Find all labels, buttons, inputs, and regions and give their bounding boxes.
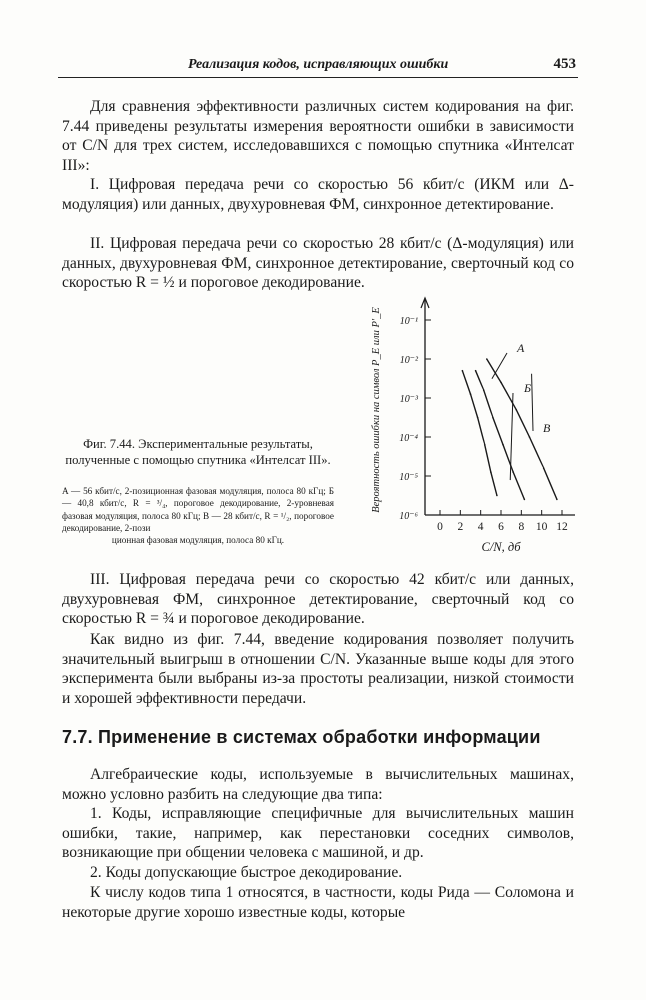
y-axis-label: Вероятность ошибки на символ P_E или P'_E: [371, 307, 382, 513]
x-axis-label: C/N, дб: [481, 540, 521, 554]
x-tick-label: 10: [535, 521, 548, 533]
series-label-B: B: [543, 421, 551, 435]
series-point-B: [484, 444, 486, 446]
paragraph-item-3: III. Цифровая передача речи со скоростью 42 кбит/с или данных, двухуровневая ФМ, синхронное детектирование, сверточный код со скоростью R = ¾ и пороговое декодирование.: [62, 571, 574, 628]
section-heading: 7.7. Применение в системах обработки информации: [62, 727, 541, 747]
series-point-Б: [475, 370, 477, 372]
x-tick-label: 2: [457, 521, 464, 533]
y-tick-label: 10⁻⁵: [399, 472, 418, 483]
series-point-B: [496, 495, 498, 497]
paragraph-section-4: К числу кодов типа 1 относятся, в частности, коды Рида — Соломона и некоторые другие хорошо известные коды, которые: [62, 884, 574, 921]
series-point-Б: [524, 499, 526, 501]
x-tick-label: 6: [498, 521, 504, 533]
series-point-Б: [512, 471, 514, 473]
figure-legend: [62, 485, 334, 546]
x-tick-label: 8: [518, 521, 525, 533]
series-point-A: [500, 382, 502, 384]
series-label-A: A: [517, 341, 525, 355]
series-point-B: [462, 370, 464, 372]
series-point-A: [543, 467, 545, 469]
paragraph-section-1: Алгебраические коды, используемые в вычислительных машинах, можно условно разбить на следующие два типа:: [62, 766, 574, 803]
x-tick-label: 4: [477, 521, 484, 533]
paragraph-intro: Для сравнения эффективности различных систем кодирования на фиг. 7.44 приведены результаты измерения вероятности ошибки в зависимости от C/N для трех систем, исследовавшихся с помощью спутника «Интелсат III»:: [62, 98, 574, 174]
series-point-B: [470, 393, 472, 395]
series-point-Б: [502, 444, 504, 446]
series-point-Б: [492, 417, 494, 419]
series-point-A: [515, 409, 517, 411]
running-title: Реализация кодов, исправляющих ошибки: [188, 57, 449, 72]
page-number: 453: [553, 56, 576, 72]
paragraph-item-2: II. Цифровая передача речи со скоростью 28 кбит/с (Δ-модуляция) или данных, двухуровневая ФМ, синхронное детектирование, сверточный код со скоростью R = ½ и пороговое декодирование.: [62, 235, 574, 292]
series-point-B: [490, 471, 492, 473]
paragraph-conclusion: Как видно из фиг. 7.44, введение кодирования позволяет получить значительный выигрыш в отношении C/N. Указанные выше коды для этого эксперимента были выбраны из-за простоты реализации, низкой стоимости и хорошей эффективности передачи.: [62, 631, 574, 707]
series-leader-B: [532, 374, 533, 431]
series-point-A: [556, 499, 558, 501]
series-leader-A: [492, 353, 507, 379]
x-tick-label: 0: [437, 521, 443, 533]
y-tick-label: 10⁻¹: [399, 316, 418, 327]
paragraph-item-1: I. Цифровая передача речи со скоростью 56 кбит/с (ИКМ или Δ-модуляция) или данных, двухуровневая ФМ, синхронное детектирование.: [62, 176, 574, 213]
y-tick-label: 10⁻²: [399, 355, 418, 366]
paragraph-section-2: 1. Коды, исправляющие специфичные для вычислительных машин ошибки, такие, например, как перестановки соседних символов, возникающие при общении человека с машиной, и др.: [62, 805, 574, 862]
series-point-A: [529, 436, 531, 438]
series-point-Б: [483, 389, 485, 391]
figure-legend-last-line: ционная фазовая модуляция, полоса 80 кГц.: [111, 535, 285, 546]
y-tick-label: 10⁻⁴: [399, 433, 418, 444]
figure-legend-text: A — 56 кбит/с, 2-позиционная фазовая модуляция, полоса 80 кГц; Б — 40,8 кбит/с, R = ³/₄, пороговое декодирование, 2-уровневая фазовая модуляция, полоса 80 кГц; B — 28 кбит/с, R = ¹/₂, пороговое декодирование, 2-пози: [62, 486, 334, 533]
paragraph-section-3: 2. Коды допускающие быстрое декодирование.: [90, 864, 403, 881]
series-point-B: [477, 417, 479, 419]
x-tick-label: 12: [556, 521, 568, 533]
series-point-A: [486, 358, 488, 360]
series-curve-B: [462, 371, 497, 496]
figure-caption: Фиг. 7.44. Экспериментальные результаты, полученные с помощью спутника «Интелсат III».: [65, 437, 331, 467]
y-tick-label: 10⁻³: [399, 394, 418, 405]
y-tick-label: 10⁻⁶: [399, 511, 418, 522]
series-label-Б: Б: [524, 381, 532, 395]
